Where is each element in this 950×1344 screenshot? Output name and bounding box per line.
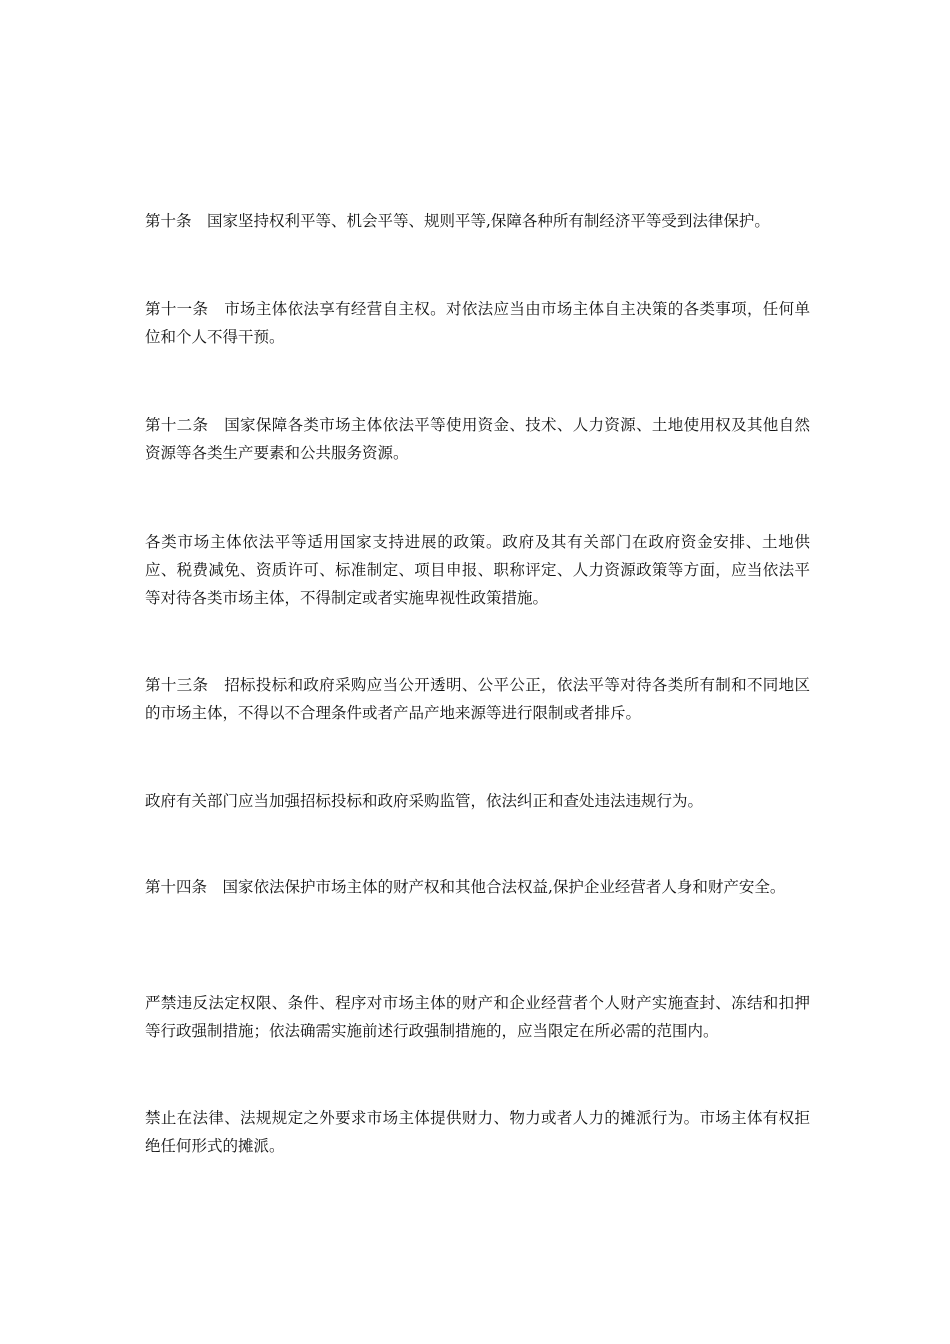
paragraph-article-13: 第十三条 招标投标和政府采购应当公开透明、公平公正，依法平等对待各类所有制和不同地区的市场主体，不得以不合理条件或者产品产地来源等进行限制或者排斥。 [145, 676, 810, 722]
paragraph-article-10: 第十条 国家坚持权利平等、机会平等、规则平等,保障各种所有制经济平等受到法律保护。 [145, 212, 770, 230]
paragraph-article-14: 第十四条 国家依法保护市场主体的财产权和其他合法权益,保护企业经营者人身和财产安全。 [145, 878, 786, 896]
paragraph-article-12-clause-2: 各类市场主体依法平等适用国家支持进展的政策。政府及其有关部门在政府资金安排、土地供应、税费减免、资质许可、标准制定、项目申报、职称评定、人力资源政策等方面，应当依法平等对待各类市场主体，不得制定或者实施卑视性政策措施。 [145, 533, 810, 607]
paragraph-article-11: 第十一条 市场主体依法享有经营自主权。对依法应当由市场主体自主决策的各类事项，任何单位和个人不得干预。 [145, 300, 810, 346]
paragraph-article-12: 第十二条 国家保障各类市场主体依法平等使用资金、技术、人力资源、土地使用权及其他自然资源等各类生产要素和公共服务资源。 [145, 416, 810, 462]
paragraph-article-14-clause-2: 严禁违反法定权限、条件、程序对市场主体的财产和企业经营者个人财产实施查封、冻结和扣押等行政强制措施；依法确需实施前述行政强制措施的，应当限定在所必需的范围内。 [145, 994, 810, 1040]
paragraph-article-14-clause-3: 禁止在法律、法规规定之外要求市场主体提供财力、物力或者人力的摊派行为。市场主体有权拒绝任何形式的摊派。 [145, 1109, 810, 1155]
paragraph-article-13-clause-2: 政府有关部门应当加强招标投标和政府采购监管，依法纠正和查处违法违规行为。 [145, 792, 704, 810]
